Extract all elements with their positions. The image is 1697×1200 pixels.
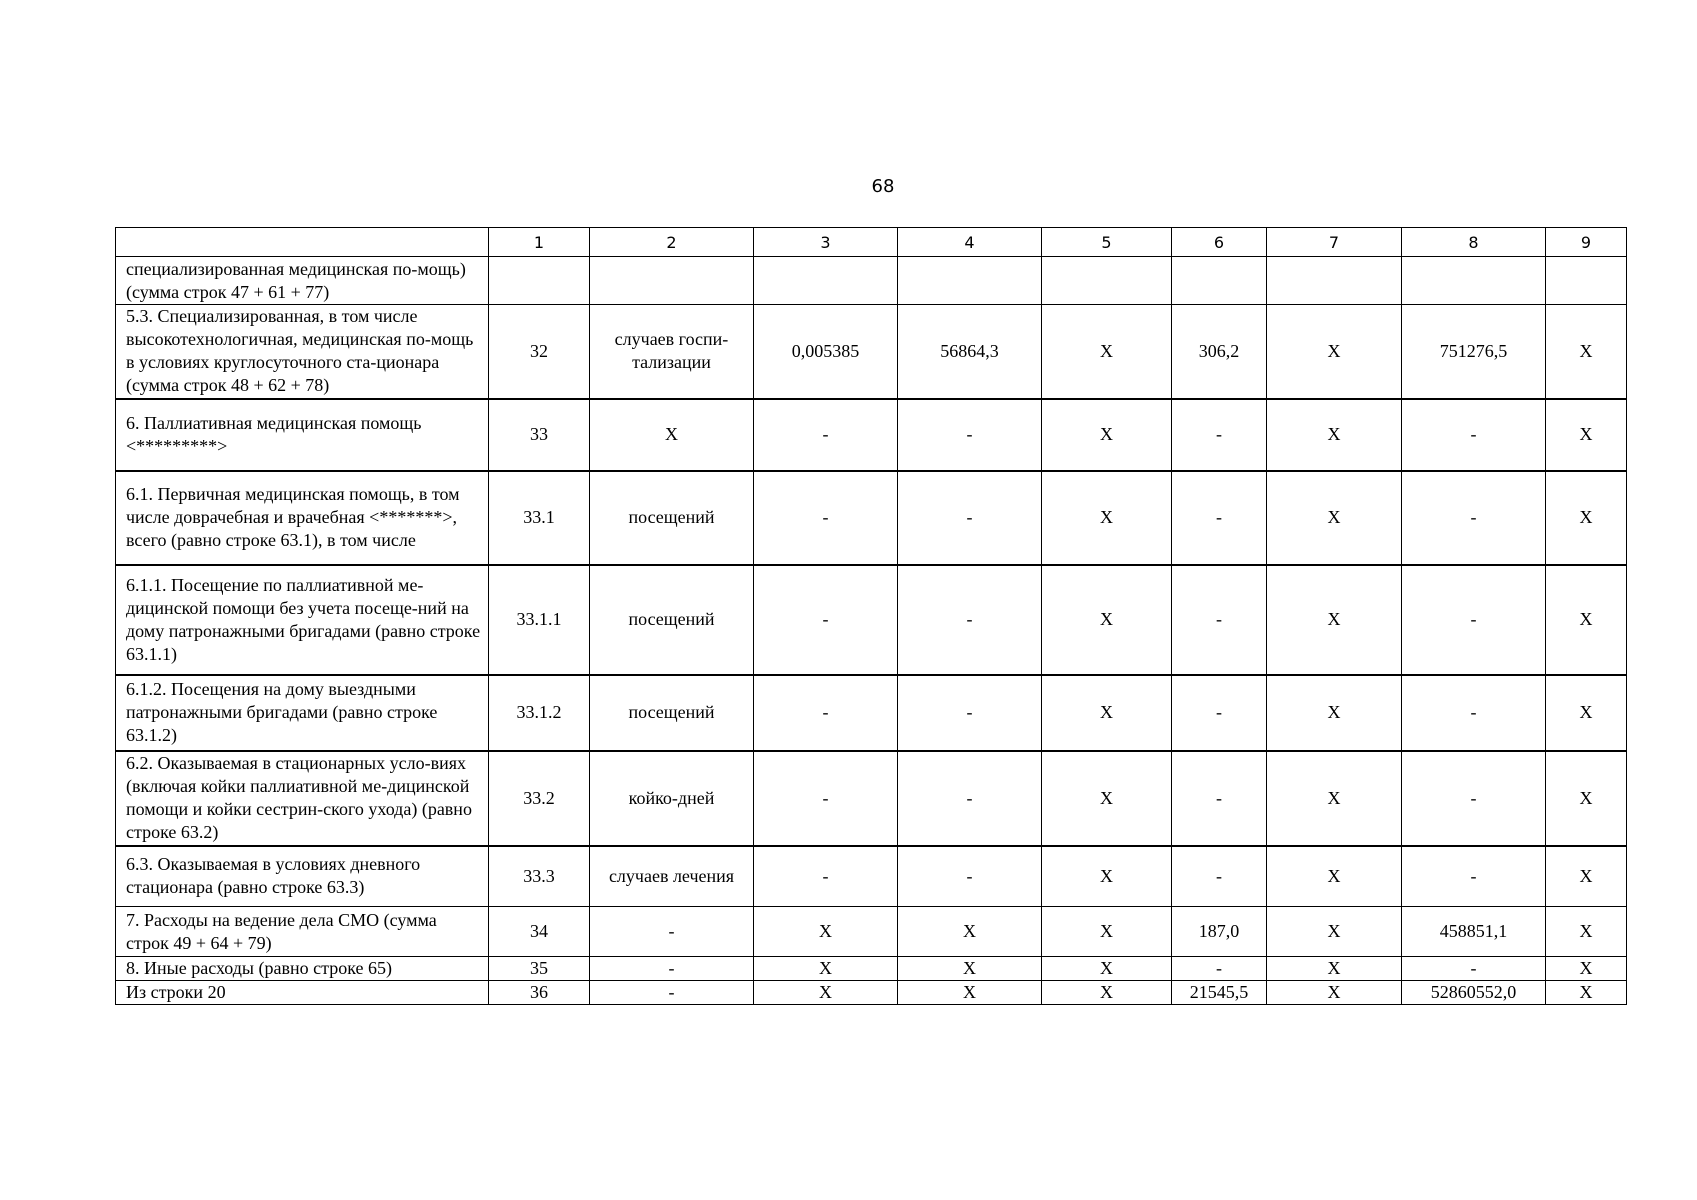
table-cell: X [1042,907,1172,957]
table-cell: - [1172,471,1267,565]
table-cell: 33.3 [489,846,590,907]
table-cell: 187,0 [1172,907,1267,957]
table-cell: случаев госпи-тализации [590,305,754,399]
table-row [116,846,1627,907]
table-cell: - [590,957,754,981]
row-label: Из строки 20 [116,981,489,1005]
table-cell: 36 [489,981,590,1005]
table-cell: X [590,399,754,471]
header-cell: 5 [1042,228,1172,257]
table-cell: 56864,3 [898,305,1042,399]
table-cell: X [754,957,898,981]
table-cell: X [1267,846,1402,907]
header-cell: 3 [754,228,898,257]
table-row [116,305,1627,399]
table-cell: - [898,675,1042,751]
row-label: 8. Иные расходы (равно строке 65) [116,957,489,981]
table-cell: - [1402,846,1546,907]
header-cell: 8 [1402,228,1546,257]
table-cell: - [754,751,898,846]
table-cell: - [754,675,898,751]
table-cell: X [1546,399,1627,471]
table-cell: - [1402,565,1546,675]
table-cell: X [1042,399,1172,471]
table-row [116,957,1627,981]
header-cell: 1 [489,228,590,257]
table-cell: - [754,471,898,565]
header-cell [116,228,489,257]
table-cell: X [1042,751,1172,846]
table-cell: X [1546,981,1627,1005]
table-cell: X [1546,846,1627,907]
table-cell: - [898,751,1042,846]
table-cell: X [1267,399,1402,471]
table-row [116,565,1627,675]
table-cell: - [1402,471,1546,565]
table-cell: X [898,907,1042,957]
table-cell: - [590,907,754,957]
table-cell: - [1402,751,1546,846]
table-cell: - [754,846,898,907]
table-cell: - [1172,957,1267,981]
row-label: 6.1.2. Посещения на дому выездными патронажными бригадами (равно строке 63.1.2) [116,675,489,751]
table-cell: X [898,981,1042,1005]
table-cell: X [1546,471,1627,565]
table-cell: - [1172,565,1267,675]
table-cell [1042,257,1172,305]
table-row [116,257,1627,305]
table-cell: 33.1.2 [489,675,590,751]
table-cell: 33 [489,399,590,471]
row-label: специализированная медицинская по-мощь) (сумма строк 47 + 61 + 77) [116,257,489,305]
table-cell: 0,005385 [754,305,898,399]
table-cell: X [1267,565,1402,675]
table-cell: посещений [590,565,754,675]
header-cell: 7 [1267,228,1402,257]
table-cell: - [1402,675,1546,751]
table-cell: X [1267,675,1402,751]
table-cell: посещений [590,675,754,751]
table-cell [1546,257,1627,305]
table-cell: 306,2 [1172,305,1267,399]
table-cell: - [590,981,754,1005]
table-cell: X [1042,565,1172,675]
row-label: 7. Расходы на ведение дела СМО (сумма строк 49 + 64 + 79) [116,907,489,957]
table-cell: X [1042,305,1172,399]
header-cell: 9 [1546,228,1627,257]
table-cell: X [754,981,898,1005]
table-cell: - [898,846,1042,907]
row-label: 6. Паллиативная медицинская помощь <*********> [116,399,489,471]
table-cell: X [1042,471,1172,565]
table-cell: X [1546,565,1627,675]
row-label: 6.1. Первичная медицинская помощь, в том числе доврачебная и врачебная <*******>, всего (равно строке 63.1), в том числе [116,471,489,565]
table-cell: случаев лечения [590,846,754,907]
data-table [115,227,1627,1005]
table-cell: X [1267,907,1402,957]
table-cell: X [1267,471,1402,565]
table-cell: X [1267,305,1402,399]
table-cell: 33.1 [489,471,590,565]
table-cell: 458851,1 [1402,907,1546,957]
table-row [116,907,1627,957]
header-cell: 6 [1172,228,1267,257]
page-number: 68 [871,176,895,197]
table-cell: - [898,565,1042,675]
table-cell: X [1267,751,1402,846]
table-cell: - [898,399,1042,471]
header-cell: 4 [898,228,1042,257]
row-label: 6.1.1. Посещение по паллиативной ме-дицинской помощи без учета посеще-ний на дому патронажными бригадами (равно строке 63.1.1) [116,565,489,675]
table-cell: 52860552,0 [1402,981,1546,1005]
table-cell: - [754,399,898,471]
table-row [116,751,1627,846]
table-cell [590,257,754,305]
table-cell [1267,257,1402,305]
table-row [116,399,1627,471]
table-row [116,981,1627,1005]
table-cell: 34 [489,907,590,957]
table-cell: 35 [489,957,590,981]
table-cell [1402,257,1546,305]
table-cell: X [1042,846,1172,907]
table-cell: - [754,565,898,675]
table-cell: X [1546,305,1627,399]
table-cell: посещений [590,471,754,565]
table-cell: X [1042,675,1172,751]
table-cell [489,257,590,305]
row-label: 6.3. Оказываемая в условиях дневного стационара (равно строке 63.3) [116,846,489,907]
table-cell: - [898,471,1042,565]
table-cell [1172,257,1267,305]
table-row [116,471,1627,565]
table-cell: X [1546,675,1627,751]
table-cell: X [1546,751,1627,846]
table-cell: 32 [489,305,590,399]
table-cell [754,257,898,305]
table-cell: X [1042,981,1172,1005]
table-cell: X [1267,957,1402,981]
table-cell: 21545,5 [1172,981,1267,1005]
table-cell: - [1172,675,1267,751]
table-cell: X [1546,957,1627,981]
table-row [116,675,1627,751]
header-row [116,228,1627,257]
table-cell [898,257,1042,305]
table-cell: X [754,907,898,957]
table-cell: - [1402,399,1546,471]
table-cell: X [1267,981,1402,1005]
header-cell: 2 [590,228,754,257]
table-cell: - [1172,399,1267,471]
table-cell: 33.2 [489,751,590,846]
table-cell: - [1172,751,1267,846]
table-cell: X [1546,907,1627,957]
table-cell: - [1172,846,1267,907]
table-cell: койко-дней [590,751,754,846]
table-cell: 33.1.1 [489,565,590,675]
table-cell: X [1042,957,1172,981]
table-cell: 751276,5 [1402,305,1546,399]
row-label: 6.2. Оказываемая в стационарных усло-виях (включая койки паллиативной ме-дицинской помощи и койки сестрин-ского ухода) (равно строке 63.2) [116,751,489,846]
row-label: 5.3. Специализированная, в том числе высокотехнологичная, медицинская по-мощь в условиях круглосуточного ста-ционара (сумма строк 48 + 62 + 78) [116,305,489,399]
table-cell: - [1402,957,1546,981]
table-cell: X [898,957,1042,981]
